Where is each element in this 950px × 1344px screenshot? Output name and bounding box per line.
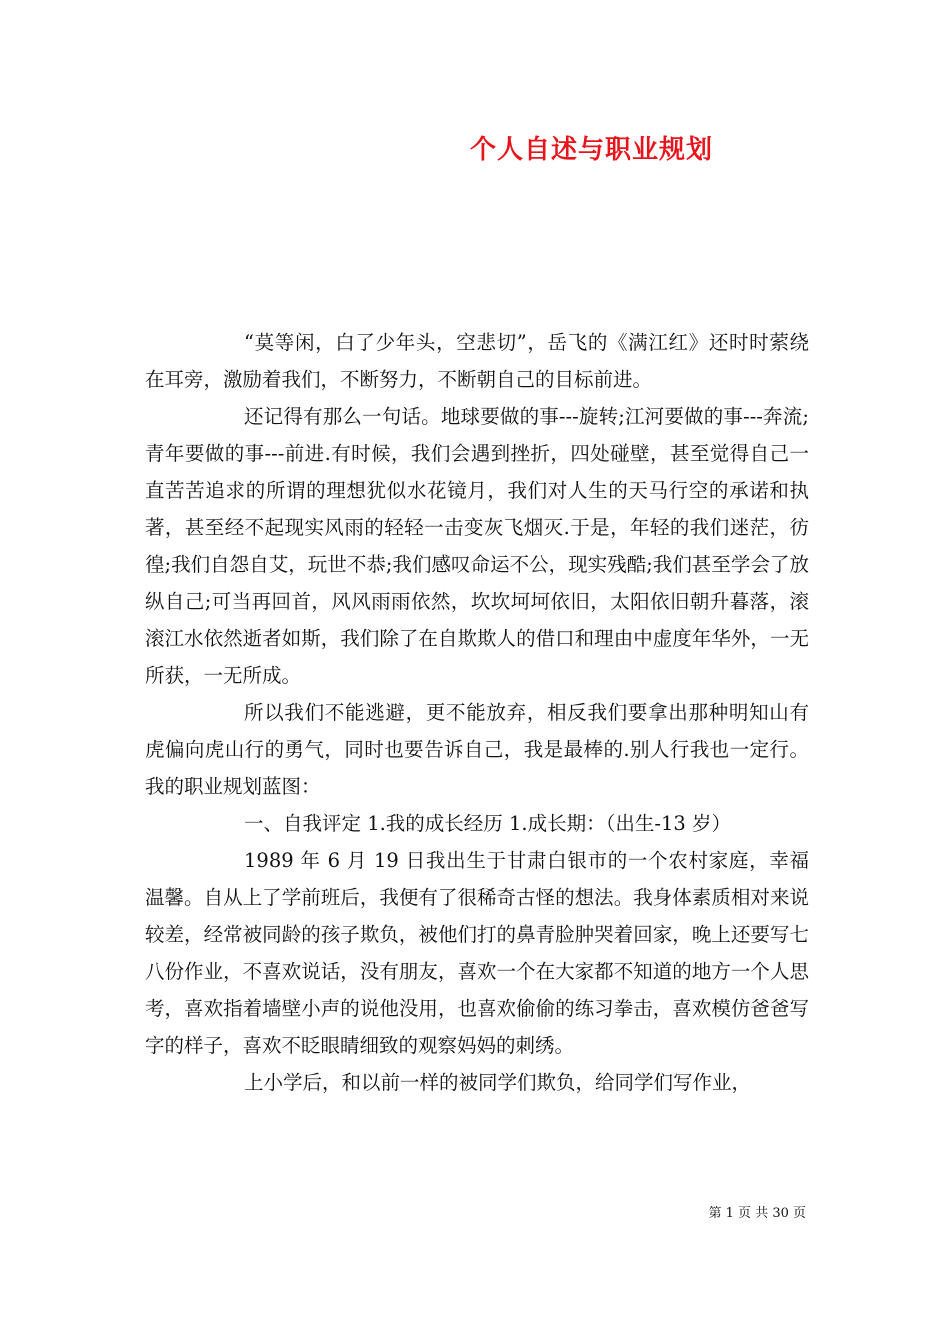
document-body <box>145 324 809 1101</box>
paragraph-5: 1989 年 6 月 19 日我出生于甘肃白银市的一个农村家庭，幸福温馨。自从上了学前班后，我便有了很稀奇古怪的想法。我身体素质相对来说较差，经常被同龄的孩子欺负，被他们打的鼻青脸肿哭着回家，晚上还要写七八份作业，不喜欢说话，没有朋友，喜欢一个在大家都不知道的地方一个人思考，喜欢指着墙壁小声的说他没用，也喜欢偷偷的练习拳击，喜欢模仿爸爸写字的样子，喜欢不眨眼睛细致的观察妈妈的刺绣。 <box>145 849 809 1057</box>
paragraph-2: 还记得有那么一句话。地球要做的事---旋转;江河要做的事---奔流;青年要做的事---前进.有时候，我们会遇到挫折，四处碰壁，甚至觉得自己一直苦苦追求的所谓的理想犹似水花镜月，我们对人生的天马行空的承诺和执著，甚至经不起现实风雨的轻轻一击变灰飞烟灭.于是，年轻的我们迷茫，彷徨;我们自怨自艾，玩世不恭;我们感叹命运不公，现实残酷;我们甚至学会了放纵自己;可当再回首，风风雨雨依然，坎坎坷坷依旧，太阳依旧朝升暮落，滚滚江水依然逝者如斯，我们除了在自欺欺人的借口和理由中虚度年华外，一无所获，一无所成。 <box>145 405 809 687</box>
paragraph-1: “莫等闲，白了少年头，空悲切”，岳飞的《满江红》还时时萦绕在耳旁，激励着我们，不断努力，不断朝自己的目标前进。 <box>145 331 809 391</box>
document-title: 个人自述与职业规划 <box>470 135 714 165</box>
paragraph-4-section-heading: 一、自我评定 1.我的成长经历 1.成长期：（出生-13 岁） <box>244 812 731 835</box>
page-number-footer: 第 1 页 共 30 页 <box>708 1206 806 1221</box>
paragraph-3: 所以我们不能逃避，更不能放弃，相反我们要拿出那种明知山有虎偏向虎山行的勇气，同时也要告诉自己，我是最棒的.别人行我也一定行。我的职业规划蓝图： <box>145 701 809 798</box>
paragraph-6: 上小学后，和以前一样的被同学们欺负，给同学们写作业， <box>244 1071 752 1094</box>
